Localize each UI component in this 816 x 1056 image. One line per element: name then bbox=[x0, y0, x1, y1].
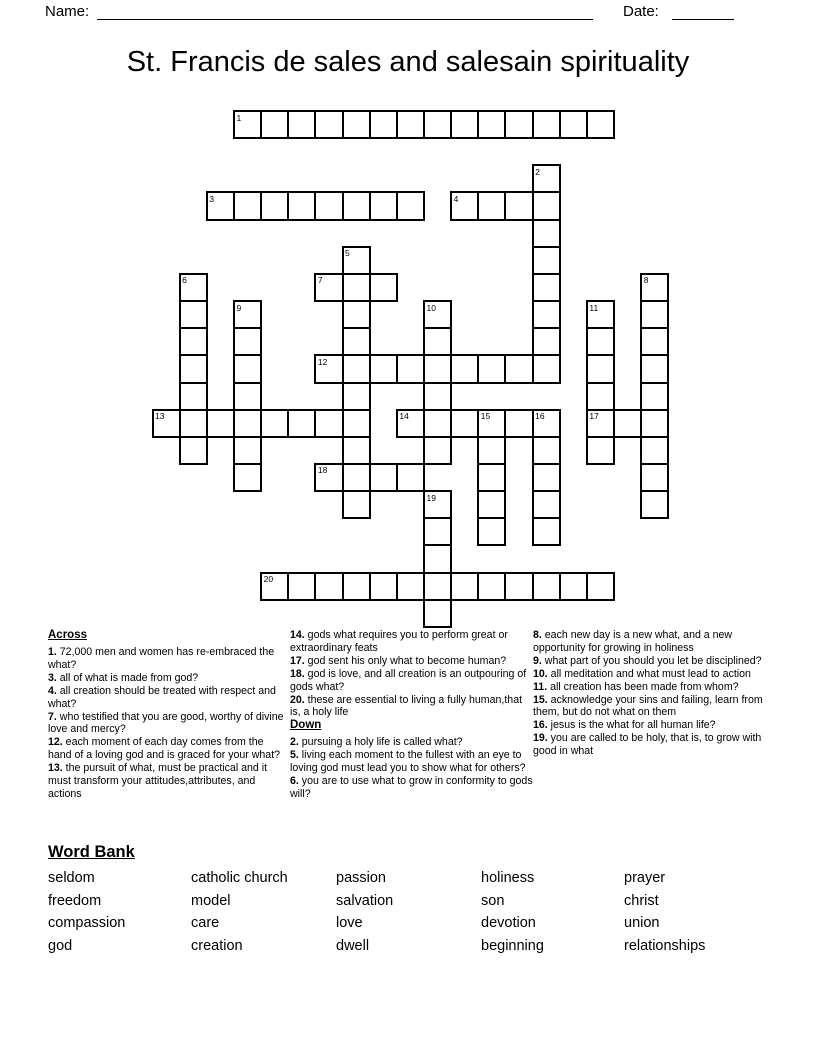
word-bank-word: salvation bbox=[336, 892, 394, 909]
grid-cell[interactable] bbox=[179, 273, 208, 302]
grid-cell[interactable] bbox=[369, 273, 398, 302]
grid-cell[interactable] bbox=[342, 110, 371, 139]
grid-cell[interactable] bbox=[477, 110, 506, 139]
word-bank-word: relationships bbox=[624, 938, 706, 955]
word-bank-word: catholic church bbox=[191, 870, 288, 886]
grid-cell[interactable] bbox=[532, 110, 561, 139]
cell-number: 15 bbox=[480, 411, 491, 422]
grid-cell[interactable] bbox=[314, 273, 343, 302]
grid-cell[interactable] bbox=[342, 382, 371, 411]
grid-cell[interactable] bbox=[613, 409, 642, 438]
grid-cell[interactable] bbox=[504, 110, 533, 139]
grid-cell[interactable] bbox=[423, 599, 452, 628]
cell-number: 6 bbox=[182, 275, 187, 286]
cell-number: 4 bbox=[453, 193, 459, 204]
grid-cell[interactable] bbox=[342, 354, 371, 383]
grid-cell[interactable] bbox=[532, 409, 561, 438]
grid-cell[interactable] bbox=[477, 436, 506, 465]
grid-cell[interactable] bbox=[586, 436, 615, 465]
grid-cell[interactable] bbox=[287, 572, 316, 601]
grid-cell[interactable] bbox=[423, 327, 452, 356]
grid-cell[interactable] bbox=[314, 354, 343, 383]
cell-number: 16 bbox=[535, 411, 545, 422]
word-bank-word: seldom bbox=[48, 870, 95, 886]
grid-cell[interactable] bbox=[640, 354, 669, 383]
date-label: Date: bbox=[623, 3, 659, 20]
grid-cell[interactable] bbox=[532, 463, 561, 492]
grid-cell[interactable] bbox=[423, 382, 452, 411]
grid-cell[interactable] bbox=[450, 191, 479, 220]
grid-cell[interactable] bbox=[450, 110, 479, 139]
grid-cell[interactable] bbox=[260, 572, 289, 601]
cell-number: 13 bbox=[155, 411, 165, 422]
grid-cell[interactable] bbox=[152, 409, 181, 438]
grid-cell[interactable] bbox=[314, 110, 343, 139]
grid-cell[interactable] bbox=[586, 327, 615, 356]
grid-cell[interactable] bbox=[342, 572, 371, 601]
grid-cell[interactable] bbox=[640, 382, 669, 411]
grid-cell[interactable] bbox=[586, 354, 615, 383]
grid-cell[interactable] bbox=[423, 572, 452, 601]
clue-down-6: 6. you are to use what to grow in conformity to gods will? bbox=[290, 775, 533, 800]
grid-cell[interactable] bbox=[640, 409, 669, 438]
grid-cell[interactable] bbox=[233, 110, 262, 139]
grid-cell[interactable] bbox=[532, 246, 561, 275]
clue-across-18: 18. god is love, and all creation is an outpouring of gods what? bbox=[290, 667, 527, 693]
grid-cell[interactable] bbox=[342, 436, 371, 465]
grid-cell[interactable] bbox=[233, 354, 262, 383]
clue-down-9: 9. what part of you should you let be disciplined? bbox=[533, 654, 762, 667]
cell-number: 5 bbox=[345, 248, 350, 259]
grid-cell[interactable] bbox=[206, 191, 235, 220]
grid-cell[interactable] bbox=[532, 191, 561, 220]
grid-cell[interactable] bbox=[260, 191, 289, 220]
grid-cell[interactable] bbox=[396, 409, 425, 438]
clue-down-16: 16. jesus is the what for all human life? bbox=[533, 719, 716, 732]
grid-cell[interactable] bbox=[640, 300, 669, 329]
cell-number: 17 bbox=[589, 411, 599, 422]
grid-cell[interactable] bbox=[532, 327, 561, 356]
cell-number: 14 bbox=[399, 411, 409, 422]
grid-cell[interactable] bbox=[423, 436, 452, 465]
clue-across-17: 17. god sent his only what to become human? bbox=[290, 654, 507, 667]
grid-cell[interactable] bbox=[423, 517, 452, 546]
grid-cell[interactable] bbox=[179, 354, 208, 383]
grid-cell[interactable] bbox=[640, 490, 669, 519]
grid-cell[interactable] bbox=[369, 110, 398, 139]
word-bank-word: devotion bbox=[481, 915, 536, 932]
clues-column-middle bbox=[290, 629, 535, 801]
cell-number: 7 bbox=[317, 275, 323, 286]
grid-cell[interactable] bbox=[423, 354, 452, 383]
clue-down-11: 11. all creation has been made from whom? bbox=[533, 680, 739, 693]
grid-cell[interactable] bbox=[532, 490, 561, 519]
clue-across-4: 4. all creation should be treated with respect and what? bbox=[48, 684, 276, 710]
grid-cell[interactable] bbox=[504, 409, 533, 438]
clue-down-10: 10. all meditation and what must lead to action bbox=[533, 667, 751, 680]
grid-cell[interactable] bbox=[423, 490, 452, 519]
grid-cell[interactable] bbox=[532, 572, 561, 601]
clue-across-13: 13. the pursuit of what, must be practical and it must transform your attitudes,attributes, and actions bbox=[48, 762, 268, 800]
word-bank bbox=[48, 867, 778, 958]
word-bank-word: dwell bbox=[336, 938, 370, 955]
cell-number: 12 bbox=[317, 356, 328, 367]
word-bank-word: creation bbox=[191, 938, 243, 955]
grid-cell[interactable] bbox=[477, 409, 506, 438]
grid-cell[interactable] bbox=[450, 354, 479, 383]
grid-cell[interactable] bbox=[504, 354, 533, 383]
grid-cell[interactable] bbox=[532, 517, 561, 546]
grid-cell[interactable] bbox=[314, 572, 343, 601]
grid-cell[interactable] bbox=[423, 110, 452, 139]
grid-cell[interactable] bbox=[396, 572, 425, 601]
grid-cell[interactable] bbox=[342, 300, 371, 329]
cell-number: 18 bbox=[317, 465, 328, 476]
grid-cell[interactable] bbox=[423, 300, 452, 329]
word-bank-word: compassion bbox=[48, 915, 126, 932]
grid-cell[interactable] bbox=[206, 409, 235, 438]
grid-cell[interactable] bbox=[233, 409, 262, 438]
grid-cell[interactable] bbox=[342, 191, 371, 220]
grid-cell[interactable] bbox=[260, 110, 289, 139]
grid-cell[interactable] bbox=[396, 110, 425, 139]
grid-cell[interactable] bbox=[233, 300, 262, 329]
clue-down-2: 2. pursuing a holy life is called what? bbox=[290, 736, 463, 749]
grid-cell[interactable] bbox=[233, 436, 262, 465]
grid-cell[interactable] bbox=[179, 409, 208, 438]
cell-number: 19 bbox=[426, 492, 436, 503]
grid-cell[interactable] bbox=[532, 300, 561, 329]
word-bank-word: god bbox=[48, 938, 73, 955]
clues-column-across bbox=[48, 629, 286, 801]
grid-cell[interactable] bbox=[450, 409, 479, 438]
grid-cell[interactable] bbox=[477, 517, 506, 546]
across-heading: Across bbox=[48, 629, 87, 641]
grid-cell[interactable] bbox=[314, 191, 343, 220]
grid-cell[interactable] bbox=[559, 110, 588, 139]
grid-cell[interactable] bbox=[640, 327, 669, 356]
grid-cell[interactable] bbox=[342, 273, 371, 302]
grid-cell[interactable] bbox=[559, 572, 588, 601]
grid-cell[interactable] bbox=[586, 110, 615, 139]
grid-cell[interactable] bbox=[532, 354, 561, 383]
grid-cell[interactable] bbox=[532, 219, 561, 248]
grid-cell[interactable] bbox=[423, 409, 452, 438]
word-bank-word: son bbox=[481, 892, 505, 909]
clue-across-20: 20. these are essential to living a fully human,that is, a holy life bbox=[290, 693, 523, 719]
cell-number: 10 bbox=[426, 302, 436, 313]
cell-number: 8 bbox=[643, 275, 649, 286]
grid-cell[interactable] bbox=[369, 463, 398, 492]
clue-across-7: 7. who testified that you are good, worthy of divine love and mercy? bbox=[48, 710, 284, 736]
grid-cell[interactable] bbox=[640, 463, 669, 492]
word-bank-word: holiness bbox=[481, 870, 535, 886]
grid-cell[interactable] bbox=[342, 463, 371, 492]
grid-cell[interactable] bbox=[640, 273, 669, 302]
grid-cell[interactable] bbox=[233, 382, 262, 411]
grid-cell[interactable] bbox=[450, 572, 479, 601]
clue-down-19: 19. you are called to be holy, that is, to grow with good in what bbox=[533, 732, 762, 758]
clue-across-12: 12. each moment of each day comes from the hand of a loving god and is graced for your what? bbox=[48, 736, 281, 762]
grid-cell[interactable] bbox=[179, 382, 208, 411]
word-bank-word: union bbox=[624, 915, 660, 932]
word-bank-word: model bbox=[191, 892, 231, 909]
word-bank-heading: Word Bank bbox=[48, 843, 135, 861]
word-bank-word: love bbox=[336, 915, 363, 932]
word-bank-word: passion bbox=[336, 870, 386, 886]
grid-cell[interactable] bbox=[342, 490, 371, 519]
grid-cell[interactable] bbox=[342, 327, 371, 356]
grid-cell[interactable] bbox=[233, 327, 262, 356]
grid-cell[interactable] bbox=[287, 191, 316, 220]
grid-cell[interactable] bbox=[342, 409, 371, 438]
clue-across-1: 1. 72,000 men and women has re-embraced the what? bbox=[48, 646, 275, 671]
cell-number: 20 bbox=[263, 574, 274, 585]
clue-down-5: 5. living each moment to the fullest with an eye to loving god must lead you to show what for others? bbox=[290, 749, 526, 775]
grid-cell[interactable] bbox=[314, 463, 343, 492]
cell-number: 11 bbox=[589, 302, 599, 313]
grid-cell[interactable] bbox=[423, 544, 452, 573]
grid-cell[interactable] bbox=[477, 572, 506, 601]
grid-cell[interactable] bbox=[287, 110, 316, 139]
grid-cell[interactable] bbox=[314, 409, 343, 438]
grid-cell[interactable] bbox=[233, 463, 262, 492]
cell-number: 9 bbox=[236, 302, 242, 313]
grid-cell[interactable] bbox=[179, 327, 208, 356]
grid-cell[interactable] bbox=[504, 191, 533, 220]
clue-down-15: 15. acknowledge your sins and failing, learn from them, but do not what on them bbox=[533, 693, 763, 719]
cell-number: 3 bbox=[209, 193, 215, 204]
puzzle-title: St. Francis de sales and salesain spirituality bbox=[126, 46, 690, 78]
grid-cell[interactable] bbox=[477, 490, 506, 519]
name-label: Name: bbox=[45, 3, 90, 20]
cell-number: 2 bbox=[535, 166, 540, 177]
grid-cell[interactable] bbox=[586, 382, 615, 411]
grid-cell[interactable] bbox=[477, 463, 506, 492]
grid-cell[interactable] bbox=[640, 436, 669, 465]
grid-cell[interactable] bbox=[260, 409, 289, 438]
grid-cell[interactable] bbox=[369, 572, 398, 601]
word-bank-word: christ bbox=[624, 892, 659, 909]
word-bank-word: freedom bbox=[48, 892, 102, 909]
clue-across-14: 14. gods what requires you to perform great or extraordinary feats bbox=[290, 629, 508, 654]
grid-cell[interactable] bbox=[179, 436, 208, 465]
grid-cell[interactable] bbox=[477, 191, 506, 220]
word-bank-word: prayer bbox=[624, 870, 666, 886]
word-bank-word: beginning bbox=[481, 938, 544, 955]
grid-cell[interactable] bbox=[504, 572, 533, 601]
grid-cell[interactable] bbox=[532, 164, 561, 193]
down-heading: Down bbox=[290, 719, 322, 732]
grid-cell[interactable] bbox=[233, 191, 262, 220]
grid-cell[interactable] bbox=[396, 191, 425, 220]
grid-cell[interactable] bbox=[396, 354, 425, 383]
grid-cell[interactable] bbox=[369, 354, 398, 383]
grid-cell[interactable] bbox=[586, 300, 615, 329]
grid-cell[interactable] bbox=[287, 409, 316, 438]
grid-cell[interactable] bbox=[369, 191, 398, 220]
clue-across-3: 3. all of what is made from god? bbox=[48, 671, 199, 684]
grid-cell[interactable] bbox=[342, 246, 371, 275]
grid-cell[interactable] bbox=[532, 436, 561, 465]
grid-cell[interactable] bbox=[586, 572, 615, 601]
clues-column-down bbox=[533, 629, 783, 758]
grid-cell[interactable] bbox=[532, 273, 561, 302]
grid-cell[interactable] bbox=[396, 463, 425, 492]
cell-number: 1 bbox=[236, 112, 242, 123]
grid-cell[interactable] bbox=[586, 409, 615, 438]
word-bank-word: care bbox=[191, 915, 220, 932]
clue-down-8: 8. each new day is a new what, and a new opportunity for growing in holiness bbox=[533, 629, 733, 654]
grid-cell[interactable] bbox=[179, 300, 208, 329]
grid-cell[interactable] bbox=[477, 354, 506, 383]
